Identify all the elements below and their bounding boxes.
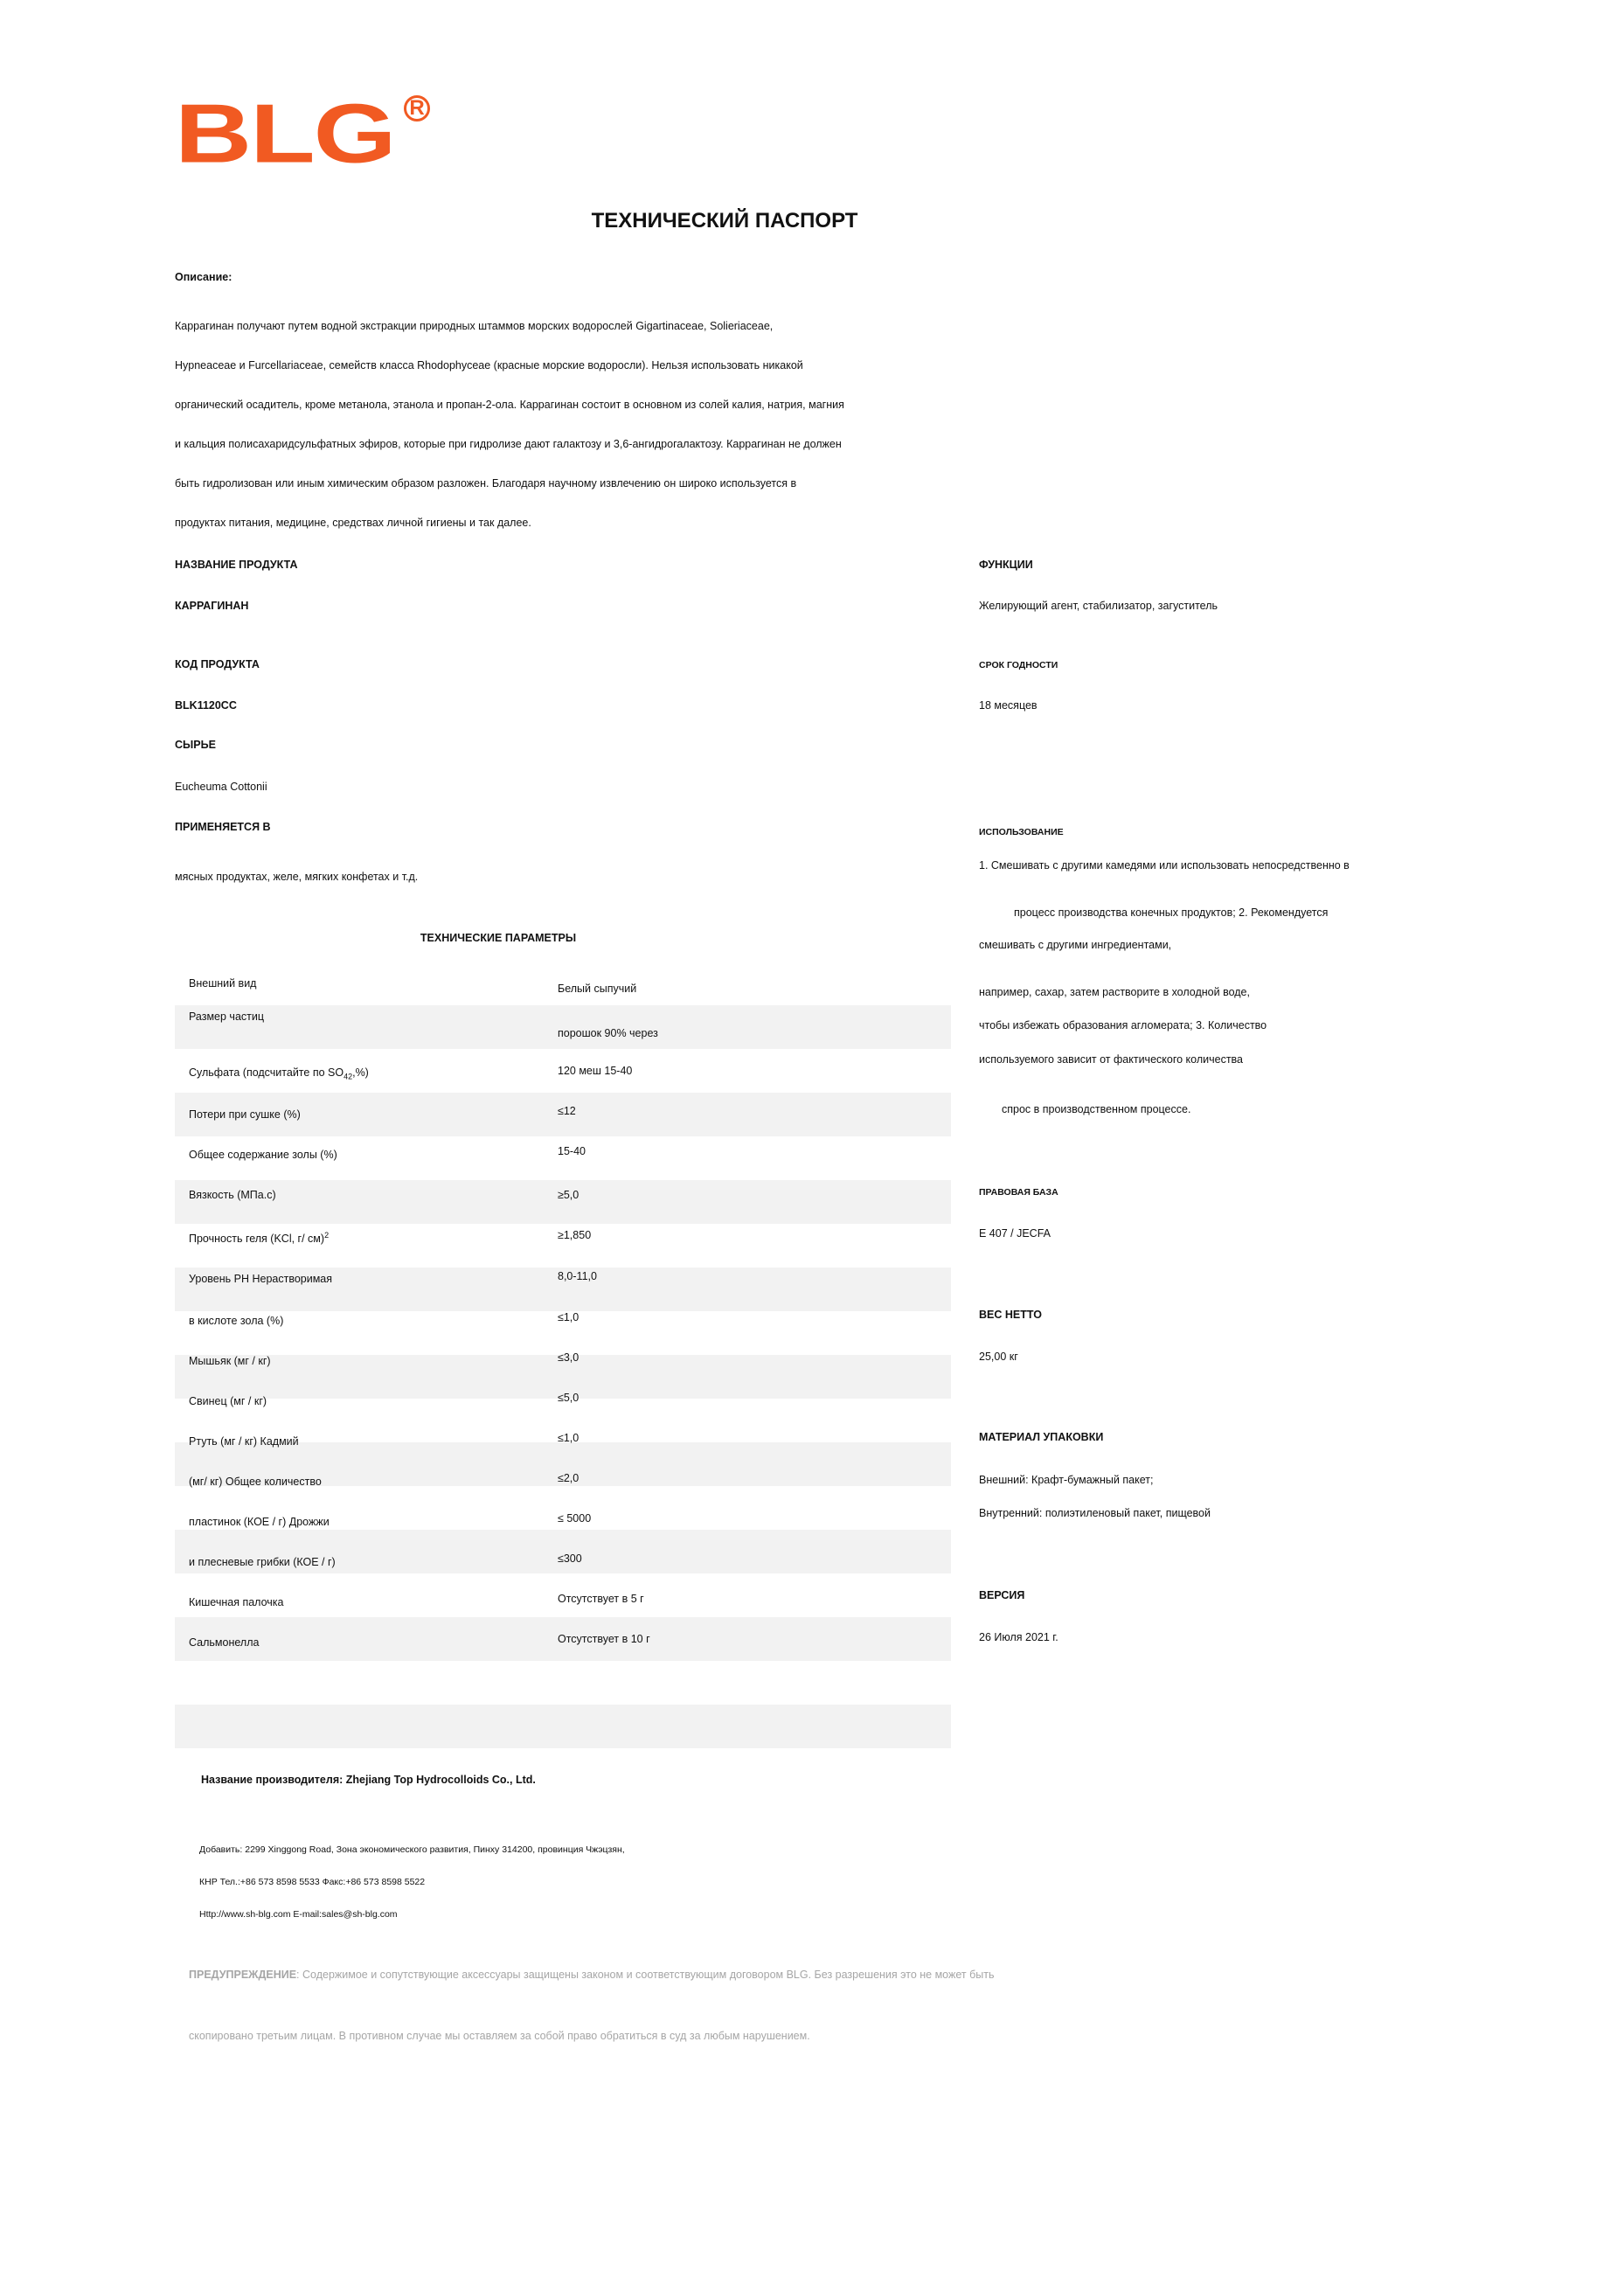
usage-line: чтобы избежать образования агломерата; 3. Количество (979, 1019, 1267, 1031)
net-weight-value: 25,00 кг (979, 1351, 1018, 1363)
table-row (175, 1705, 951, 1748)
param-name: Уровень PH Нерастворимая (189, 1273, 333, 1285)
packaging-outer: Внешний: Крафт-бумажный пакет; (979, 1474, 1154, 1486)
warning-line-2: скопировано третьим лицам. В противном случае мы оставляем за собой право обратиться в суд за любым нарушением. (189, 2030, 810, 2042)
raw-material-value: Eucheuma Cottonii (175, 781, 267, 793)
table-row (175, 962, 951, 1005)
description-line: продуктах питания, медицине, средствах личной гигиены и так далее. (175, 517, 531, 529)
manufacturer-contacts: КНР Тел.:+86 573 8598 5533 Факс:+86 573 8598 5522 (199, 1877, 426, 1887)
product-code-value: BLK1120CC (175, 699, 237, 712)
param-value: ≤5,0 (558, 1392, 580, 1404)
description-line: Каррагинан получают путем водной экстракции природных штаммов морских водорослей Gigartinaceae, Solieriaceae, (175, 320, 774, 332)
usage-label: ИСПОЛЬЗОВАНИЕ (979, 827, 1064, 837)
table-row (175, 1049, 951, 1093)
param-value: ≤2,0 (558, 1472, 580, 1484)
param-name: Сальмонелла (189, 1636, 260, 1649)
param-value: 8,0-11,0 (558, 1270, 597, 1282)
version-value: 26 Июля 2021 г. (979, 1631, 1058, 1643)
packaging-inner: Внутренний: полиэтиленовый пакет, пищевой (979, 1507, 1211, 1519)
param-name: (мг/ кг) Общее количество (189, 1476, 322, 1488)
param-name: Размер частиц (189, 1011, 265, 1023)
param-name: в кислоте зола (%) (189, 1315, 284, 1327)
param-value: ≥1,850 (558, 1229, 592, 1241)
brand-logo (175, 87, 425, 198)
param-name: и плесневые грибки (КОЕ / г) (189, 1556, 336, 1568)
param-name: Мышьяк (мг / кг) (189, 1355, 271, 1367)
description-line: быть гидролизован или иным химическим образом разложен. Благодаря научному извлечению он широко используется в (175, 477, 797, 490)
param-value: Отсутствует в 5 г (558, 1593, 644, 1605)
manufacturer-name: Название производителя: Zhejiang Top Hydrocolloids Co., Ltd. (201, 1774, 536, 1786)
table-row (175, 1180, 951, 1224)
description-line: органический осадитель, кроме метанола, этанола и пропан-2-ола. Каррагинан состоит в основном из солей калия, натрия, магния (175, 399, 844, 411)
usage-line: процесс производства конечных продуктов; 2. Рекомендуется (1014, 906, 1329, 919)
legal-basis-label: ПРАВОВАЯ БАЗА (979, 1187, 1058, 1198)
version-label: ВЕРСИЯ (979, 1589, 1025, 1601)
usage-line: смешивать с другими ингредиентами, (979, 939, 1172, 951)
table-row (175, 1268, 951, 1311)
param-value: Белый сыпучий (558, 983, 637, 995)
functions-value: Желирующий агент, стабилизатор, загуститель (979, 600, 1218, 612)
param-name: Общее содержание золы (%) (189, 1149, 337, 1161)
warning-label: ПРЕДУПРЕЖДЕНИЕ (189, 1969, 297, 1981)
param-name: Внешний вид (189, 977, 257, 990)
description-line: и кальция полисахаридсульфатных эфиров, которые при гидролизе дают галактозу и 3,6-ангидрогалактозу. Каррагинан не должен (175, 438, 842, 450)
param-value: 15-40 (558, 1145, 586, 1157)
param-name-end: ,%) (352, 1066, 369, 1079)
functions-label: ФУНКЦИИ (979, 559, 1033, 571)
product-name-label: НАЗВАНИЕ ПРОДУКТА (175, 559, 298, 571)
param-value: ≥5,0 (558, 1189, 580, 1201)
param-value: ≤1,0 (558, 1311, 580, 1323)
document-title: ТЕХНИЧЕСКИЙ ПАСПОРТ (591, 209, 858, 233)
application-value: мясных продуктах, желе, мягких конфетах и т.д. (175, 871, 419, 883)
param-value: ≤1,0 (558, 1432, 580, 1444)
param-name: Потери при сушке (%) (189, 1108, 301, 1121)
table-row (175, 1633, 951, 1705)
shelf-life-label: СРОК ГОДНОСТИ (979, 660, 1058, 670)
usage-line: 1. Смешивать с другими камедями или использовать непосредственно в (979, 859, 1350, 872)
product-code-label: КОД ПРОДУКТА (175, 658, 260, 670)
param-subscript: 42 (344, 1072, 353, 1081)
table-row (175, 1005, 951, 1049)
usage-line: спрос в производственном процессе. (1002, 1103, 1191, 1115)
manufacturer-address: Добавить: 2299 Xinggong Road, Зона экономического развития, Пинху 314200, провинция Чжэцзян, (199, 1844, 625, 1855)
product-name-value: КАРРАГИНАН (175, 600, 249, 612)
param-value: ≤ 5000 (558, 1512, 592, 1525)
param-name: пластинок (КОЕ / г) Дрожжи (189, 1516, 330, 1528)
param-value: ≤3,0 (558, 1351, 580, 1364)
table-row (175, 1093, 951, 1136)
param-name-text: Сульфата (подсчитайте по SO (189, 1066, 344, 1079)
param-value: ≤300 (558, 1552, 582, 1565)
logo-wordmark: BLG (175, 87, 395, 180)
table-row (175, 1224, 951, 1268)
param-name: Вязкость (МПа.с) (189, 1189, 276, 1201)
packaging-label: МАТЕРИАЛ УПАКОВКИ (979, 1431, 1104, 1443)
technical-parameters-heading: ТЕХНИЧЕСКИЕ ПАРАМЕТРЫ (420, 932, 577, 944)
param-name (189, 1066, 369, 1081)
registered-mark-icon: R (404, 95, 430, 122)
param-value: ≤12 (558, 1105, 576, 1117)
param-name: Свинец (мг / кг) (189, 1395, 267, 1407)
param-value: 120 меш 15-40 (558, 1065, 633, 1077)
warning-line-1: : Содержимое и сопутствующие аксессуары защищены законом и соответствующим договором BLG. Без разрешения это не может быть (296, 1969, 995, 1981)
usage-line: например, сахар, затем растворите в холодной воде, (979, 986, 1250, 998)
description-heading: Описание: (175, 271, 232, 283)
legal-basis-value: E 407 / JECFA (979, 1227, 1051, 1240)
table-row (175, 1311, 951, 1355)
net-weight-label: ВЕС НЕТТО (979, 1309, 1042, 1321)
param-name: Ртуть (мг / кг) Кадмий (189, 1435, 299, 1448)
description-line: Hypneaceae и Furcellariaceae, семейств класса Rhodophyceae (красные морские водоросли). Нельзя использовать никакой (175, 359, 803, 372)
param-value: Отсутствует в 10 г (558, 1633, 650, 1645)
manufacturer-web: Http://www.sh-blg.com E-mail:sales@sh-blg.com (199, 1909, 398, 1920)
param-name: Кишечная палочка (189, 1596, 284, 1608)
raw-material-label: СЫРЬЕ (175, 739, 216, 751)
warning-note (189, 1969, 994, 1981)
param-name (189, 1231, 329, 1245)
usage-line: используемого зависит от фактического количества (979, 1053, 1243, 1066)
application-label: ПРИМЕНЯЕТСЯ В (175, 821, 271, 833)
shelf-life-value: 18 месяцев (979, 699, 1038, 712)
param-name-text: Прочность геля (KCl, г/ см) (189, 1233, 325, 1246)
table-row (175, 1136, 951, 1180)
param-superscript: 2 (324, 1231, 330, 1240)
param-value: порошок 90% через (558, 1027, 658, 1039)
